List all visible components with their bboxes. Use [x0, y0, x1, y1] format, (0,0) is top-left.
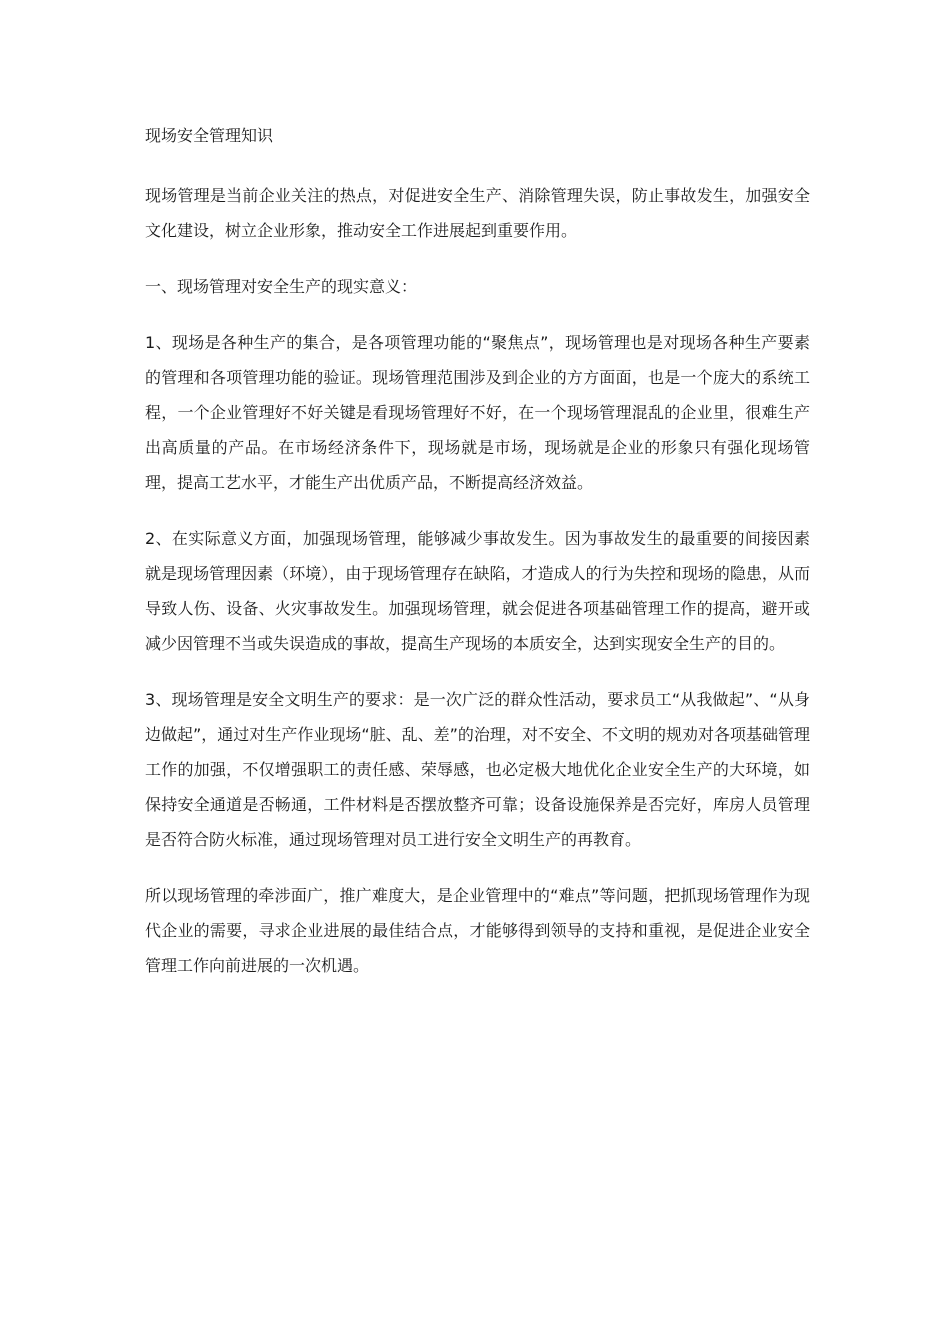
point-paragraph-1: 1、现场是各种生产的集合，是各项管理功能的“聚焦点”，现场管理也是对现场各种生产要素的管理和各项管理功能的验证。现场管理范围涉及到企业的方方面面，也是一个庞大的系统工程，一个企业管理好不好关键是看现场管理好不好，在一个现场管理混乱的企业里，很难生产出高质量的产品。在市场经济条件下，现场就是市场，现场就是企业的形象只有强化现场管理，提高工艺水平，才能生产出优质产品，不断提高经济效益。: [145, 333, 810, 492]
intro-paragraph: 现场管理是当前企业关注的热点，对促进安全生产、消除管理失误，防止事故发生，加强安全文化建设，树立企业形象，推动安全工作进展起到重要作用。: [145, 186, 810, 240]
point-paragraph-3: 3、现场管理是安全文明生产的要求：是一次广泛的群众性活动，要求员工“从我做起”、“从身边做起”，通过对生产作业现场“脏、乱、差”的治理，对不安全、不文明的规劝对各项基础管理工作的加强，不仅增强职工的责任感、荣辱感，也必定极大地优化企业安全生产的大环境，如保持安全通道是否畅通，工件材料是否摆放整齐可靠；设备设施保养是否完好，库房人员管理是否符合防火标准，通过现场管理对员工进行安全文明生产的再教育。: [145, 690, 810, 849]
document-title: 现场安全管理知识: [145, 126, 274, 145]
document-page: [145, 118, 810, 1004]
section-heading: 一、现场管理对安全生产的现实意义：: [145, 277, 418, 296]
point-paragraph-2: 2、在实际意义方面，加强现场管理，能够减少事故发生。因为事故发生的最重要的间接因素就是现场管理因素（环境），由于现场管理存在缺陷，才造成人的行为失控和现场的隐患，从而导致人伤、设备、火灾事故发生。加强现场管理，就会促进各项基础管理工作的提高，避开或减少因管理不当或失误造成的事故，提高生产现场的本质安全，达到实现安全生产的目的。: [145, 529, 810, 653]
conclusion-paragraph: 所以现场管理的牵涉面广，推广难度大，是企业管理中的“难点”等问题，把抓现场管理作为现代企业的需要，寻求企业进展的最佳结合点，才能够得到领导的支持和重视，是促进企业安全管理工作向前进展的一次机遇。: [145, 886, 810, 975]
